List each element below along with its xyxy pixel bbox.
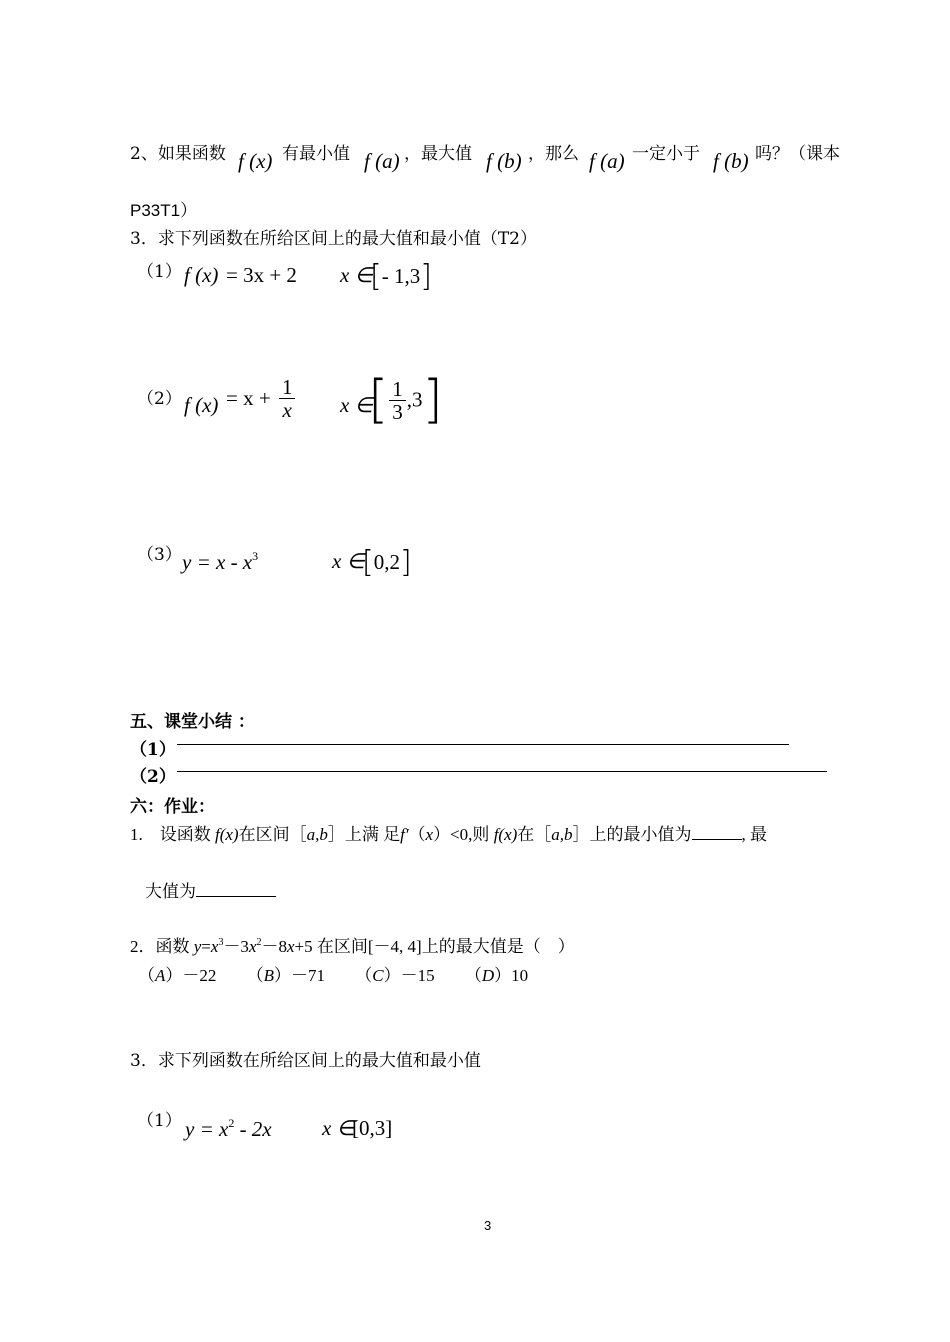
summary-line1 [177, 744, 789, 745]
hw3-item1-interval: [0,3] [352, 1116, 393, 1140]
hw1-max-blank [196, 896, 276, 897]
hw2-option-c: （C）－15 [355, 966, 435, 985]
q3-item2-fraction: $\frac{1}{x}$ [279, 376, 296, 421]
q3-item3-interval: [0,2] [362, 545, 412, 580]
q2-fb2: f (b) [713, 149, 749, 173]
hw2-question: 2．函数 $y=x^3-3x^2-8x+5$ 在区间[－4, 4]上的最大值是（ ） [130, 937, 575, 956]
hw2-option-a: （A）－22 [138, 966, 217, 985]
q3-item2-num: （2） [137, 389, 182, 409]
q3-item3-domvar: x ∈ [332, 549, 365, 573]
hw1-line1: 1. 设函数 f(x)在区间［a,b］上满 足f′（x）<0,则 f(x)在［a,b］上的最小值为 , 最 [130, 825, 768, 844]
q3-item1-lhs: f (x) [184, 263, 219, 287]
q2-then: ，那么 [528, 144, 579, 164]
hw3-heading: 3．求下列函数在所给区间上的最大值和最小值 [130, 1051, 481, 1071]
q3-item2-rhs: = x + $\frac{1}{x}$ [226, 376, 298, 421]
page-number: 3 [484, 1218, 492, 1233]
q2-fa1: f (a) [364, 149, 400, 173]
q2-fa2: f (a) [589, 149, 625, 173]
hw1-line2: 大值为 [145, 877, 276, 902]
q3-heading: 3．求下列函数在所给区间上的最大值和最小值（T2） [130, 229, 537, 249]
q2-prefix: 2、如果函数 [130, 144, 226, 164]
hw3-item1-num: （1） [137, 1111, 182, 1131]
summary-line2 [177, 771, 827, 772]
q3-item3-expr: $y = x - x^3$ [182, 549, 259, 574]
hw2-option-b: （B）－71 [246, 966, 326, 985]
q2-always-less: 一定小于 [632, 144, 700, 164]
summary-item2: （2） [130, 767, 176, 787]
q2-has-min: 有最小值 [282, 144, 350, 164]
q3-item1-rhs: = 3x + 2 [226, 263, 297, 287]
hw2-options [138, 961, 528, 986]
q3-item1-interval: [- 1,3] [370, 259, 432, 294]
q3-item2-lhs: f (x) [184, 393, 219, 417]
q2-ref: P33T1） [130, 201, 198, 220]
q2-fb1: f (b) [486, 149, 522, 173]
summary-title: 五、课堂小结 ： [130, 712, 255, 732]
q3-item2-interval: [ $\frac{1}{3}$ ,3] [368, 370, 443, 430]
q2-fx: f (x) [238, 149, 273, 173]
homework-title: 六：作业： [130, 797, 215, 817]
hw3-item1-expr: $y = x^2 - 2x$ [185, 1116, 272, 1141]
q3-item2-domvar: x ∈ [340, 393, 373, 417]
q3-item3-num: （3） [137, 545, 182, 565]
hw3-item1-domvar: x ∈ [322, 1116, 355, 1140]
q2-max-val: ，最大值 [404, 144, 472, 164]
hw1-min-blank [692, 839, 742, 840]
q2-question: 吗？（课本 [755, 144, 840, 164]
hw2-option-d: （D）10 [464, 966, 529, 985]
q3-item1-domvar: x ∈ [340, 263, 373, 287]
summary-item1: （1） [130, 740, 176, 760]
q3-item1-num: （1） [137, 262, 182, 282]
